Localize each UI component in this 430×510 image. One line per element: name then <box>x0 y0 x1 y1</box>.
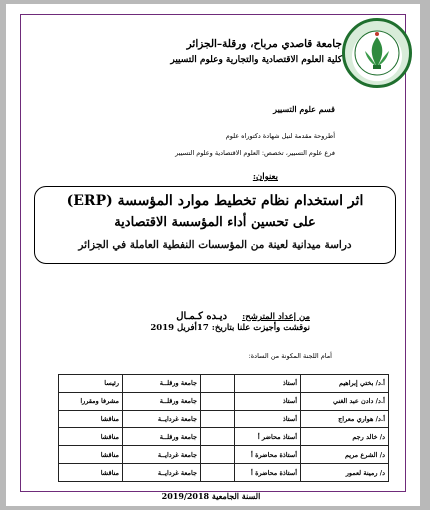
empty-cell <box>201 375 235 393</box>
document-page <box>6 4 420 506</box>
title-box <box>34 186 396 264</box>
member-role: مناقشا <box>59 446 123 464</box>
candidate-label: من إعداد المترشح: <box>242 312 310 322</box>
candidate-name: ديـده كـمـال <box>176 311 228 322</box>
table-row <box>59 446 389 464</box>
member-name: أ.د/ دادن عبد الغني <box>301 392 389 410</box>
member-name: أ.د/ هواري معراج <box>301 410 389 428</box>
empty-cell <box>201 464 235 482</box>
table-row <box>59 410 389 428</box>
member-role: مناقشا <box>59 464 123 482</box>
table-row <box>59 428 389 446</box>
member-role: مشرفا ومقررا <box>59 392 123 410</box>
member-rank: أستاذة محاضرة أ <box>235 446 301 464</box>
empty-cell <box>201 392 235 410</box>
member-role: مناقشا <box>59 410 123 428</box>
university-logo <box>342 18 412 88</box>
member-university: جامعة ورقلــة <box>123 392 201 410</box>
table-row <box>59 464 389 482</box>
department-name: قسم علوم التسيير <box>273 104 335 114</box>
empty-cell <box>201 410 235 428</box>
thesis-subtitle: دراسة ميدانية لعينة من المؤسسات النفطية العاملة في الجزائر <box>78 239 352 251</box>
table-row <box>59 375 389 393</box>
member-name: د/ رمينة لعمور <box>301 464 389 482</box>
empty-cell <box>201 446 235 464</box>
thesis-title-line-1: اثر استخدام نظام تخطيط موارد المؤسسة (ERP) <box>66 193 364 209</box>
member-rank: أستاذ <box>235 392 301 410</box>
branch-specialty: فرع علوم التسيير، تخصص: العلوم الاقتصادية وعلوم التسيير <box>175 149 335 157</box>
table-row <box>59 392 389 410</box>
candidate-line <box>100 304 310 323</box>
member-university: جامعة ورقلــة <box>123 375 201 393</box>
member-name: د/ خالد رجم <box>301 428 389 446</box>
member-university: جامعة ورقلــة <box>123 428 201 446</box>
member-rank: أستاذ محاضر أ <box>235 428 301 446</box>
member-university: جامعة غردايــة <box>123 464 201 482</box>
university-emblem-icon <box>345 21 409 85</box>
committee-intro: أمام اللجنة المكونة من السادة: <box>248 352 332 360</box>
member-university: جامعة غردايــة <box>123 446 201 464</box>
faculty-name: كلية العلوم الاقتصادية والتجارية وعلوم التسيير <box>170 55 342 65</box>
academic-year: السنة الجامعية 2019/2018 <box>161 491 261 501</box>
thesis-note: أطروحة مقدمة لنيل شهادة دكتوراه علوم <box>225 132 335 140</box>
member-role: مناقشا <box>59 428 123 446</box>
university-name: جامعة قاصدي مرباح، ورقلة–الجزائر <box>186 38 342 50</box>
empty-cell <box>201 428 235 446</box>
member-university: جامعة غردايــة <box>123 410 201 428</box>
member-rank: أستاذ <box>235 410 301 428</box>
member-name: أ.د/ بختي إبراهيم <box>301 375 389 393</box>
title-heading: بعنوان: <box>252 172 278 182</box>
defense-date: نوقشت وأجيزت علنا بتاريخ: 17أفريل 2019 <box>150 323 310 333</box>
member-rank: أستاذة محاضرة أ <box>235 464 301 482</box>
member-role: رئيسا <box>59 375 123 393</box>
member-name: د/ الشرع مريم <box>301 446 389 464</box>
thesis-title-line-2: على تحسين أداء المؤسسة الاقتصادية <box>114 215 316 230</box>
committee-table <box>58 374 389 482</box>
member-rank: أستاذ <box>235 375 301 393</box>
